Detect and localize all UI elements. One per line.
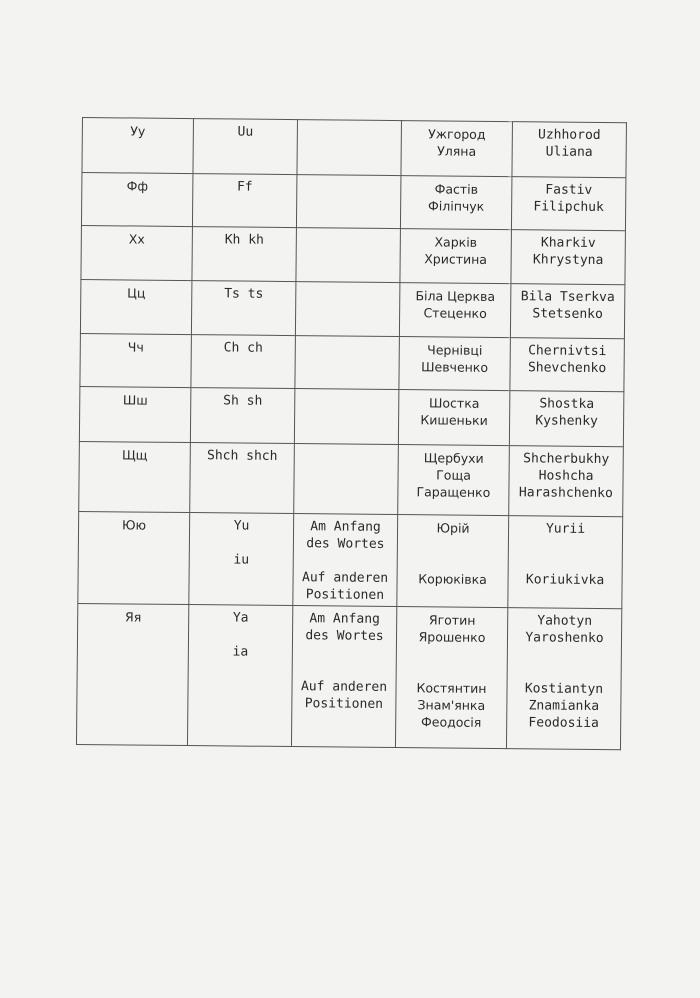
position-note-cell [294, 389, 399, 445]
cell-text: Костянтин [416, 680, 487, 696]
cell-text: Shch shch [206, 448, 278, 464]
latin-example-cell [510, 284, 625, 339]
cyrillic-letter-cell [79, 441, 191, 512]
cell-text: Kharkiv [540, 235, 596, 251]
table-row [76, 603, 621, 749]
cell-text: Ff [236, 179, 253, 195]
cell-text [192, 626, 289, 644]
latin-equivalent-cell [192, 227, 297, 282]
cell-text: Ya [232, 610, 249, 626]
cell-text: Uliana [545, 144, 593, 160]
latin-equivalent-cell [190, 443, 295, 514]
cyrillic-letter-cell [78, 511, 190, 604]
cell-text: Sh sh [223, 393, 263, 409]
cell-text: Уу [130, 123, 146, 139]
transliteration-table [76, 117, 627, 750]
cell-text: Yaroshenko [525, 630, 604, 647]
cell-text: Гаращенко [416, 484, 491, 500]
cell-text [511, 646, 618, 664]
table-row [81, 225, 625, 284]
ukrainian-example-cell [400, 176, 512, 230]
cell-text [512, 554, 619, 572]
latin-equivalent-cell [191, 281, 296, 336]
cyrillic-letter-cell [76, 603, 188, 745]
cell-text: Kyshenky [535, 413, 598, 429]
cyrillic-letter-cell [81, 173, 193, 227]
cell-text: Shostka [539, 396, 595, 412]
cell-text: Ужгород [428, 126, 486, 142]
position-note-cell [296, 175, 401, 229]
table-row [79, 386, 624, 446]
cell-text: Яя [125, 609, 142, 625]
cell-text: Ярошенко [418, 629, 486, 645]
ukrainian-example-cell [395, 607, 507, 749]
table-row [79, 441, 624, 516]
position-note-cell [293, 514, 398, 607]
position-note-cell [296, 228, 401, 283]
latin-example-cell [512, 122, 627, 178]
table-row [80, 333, 624, 391]
cyrillic-letter-cell [81, 225, 193, 280]
cell-text: Чернівці [427, 342, 483, 358]
cell-text: Харків [434, 234, 478, 250]
cell-text: Feodosiia [528, 715, 599, 731]
cell-text: Positionen [305, 587, 385, 603]
ukrainian-example-cell [401, 121, 513, 177]
cell-text: des Wortes [305, 628, 384, 644]
cell-text: Христина [424, 251, 488, 267]
cell-text [400, 662, 504, 680]
ukrainian-example-cell [399, 283, 511, 338]
cell-text: Біла Церква [415, 288, 496, 304]
cell-text: Знам'янка [417, 697, 486, 713]
cell-text [297, 552, 394, 570]
cell-text: Ch ch [223, 340, 263, 356]
position-note-cell [291, 606, 396, 748]
cell-text: Хх [128, 231, 145, 247]
position-note-cell [295, 336, 400, 390]
cell-text: Шевченко [421, 359, 489, 375]
table-row [82, 118, 627, 178]
latin-equivalent-cell [192, 174, 297, 228]
table-row [81, 173, 625, 231]
cell-text: Юрій [436, 520, 470, 536]
latin-equivalent-cell [187, 605, 292, 747]
cell-text: Auf anderen [301, 570, 389, 586]
ukrainian-example-cell [399, 337, 511, 391]
position-note-cell [297, 120, 402, 176]
cell-text [400, 645, 504, 663]
cell-text: Уляна [437, 143, 477, 159]
latin-example-cell [509, 391, 624, 447]
cell-text: Shcherbukhy [523, 451, 610, 468]
ukrainian-example-cell [397, 515, 509, 608]
cell-text [401, 553, 505, 571]
latin-example-cell [509, 446, 624, 517]
cell-text: Фастів [434, 181, 479, 197]
cell-text [296, 661, 393, 679]
cell-text: Фф [126, 178, 149, 194]
cell-text [296, 644, 393, 662]
latin-example-cell [511, 230, 626, 285]
table-body [76, 118, 626, 750]
cell-text: Filipchuk [533, 199, 604, 216]
cell-text: Чч [127, 339, 144, 355]
cyrillic-letter-cell [80, 279, 192, 334]
cell-text: Auf anderen [300, 679, 388, 695]
table-row [78, 511, 623, 608]
cell-text: Am Anfang [310, 519, 381, 535]
latin-equivalent-cell [190, 388, 295, 444]
cell-text: Шш [122, 392, 148, 408]
cell-text: Kostiantyn [524, 681, 604, 698]
cell-text [193, 534, 290, 552]
cell-text: Юю [121, 517, 147, 533]
cell-text: iu [233, 552, 250, 568]
latin-equivalent-cell [191, 335, 296, 389]
cell-text: Harashchenko [518, 485, 613, 502]
cell-text: Щщ [121, 447, 148, 463]
latin-example-cell [510, 338, 625, 392]
cell-text: Яготин [428, 612, 476, 628]
ukrainian-example-cell [400, 229, 512, 284]
cell-text: Шостка [428, 395, 480, 411]
latin-example-cell [508, 516, 623, 609]
cell-text: Стеценко [423, 305, 487, 321]
cell-text: Uzhhorod [537, 127, 601, 143]
cell-text: Khrystyna [532, 252, 604, 269]
cell-text: ia [232, 644, 249, 660]
ukrainian-example-cell [398, 445, 510, 516]
cell-text: Koriukivka [525, 572, 605, 589]
latin-equivalent-cell [189, 513, 294, 606]
cell-text: Fastiv [545, 182, 593, 198]
cell-text: Stetsenko [532, 306, 603, 323]
position-note-cell [294, 444, 399, 515]
cell-text: Yu [233, 518, 250, 534]
cell-text: Yahotyn [537, 613, 593, 629]
ukrainian-example-cell [398, 390, 510, 446]
cell-text: Bila Tserkva [520, 289, 615, 306]
cell-text: Кишеньки [420, 412, 488, 428]
latin-example-cell [506, 608, 621, 750]
cell-text: Am Anfang [309, 611, 380, 627]
cell-text: Positionen [304, 696, 384, 712]
table-row [80, 279, 624, 338]
cell-text: Ts ts [224, 286, 264, 302]
cell-text: Корюківка [418, 571, 487, 587]
cell-text: Shevchenko [527, 360, 607, 377]
position-note-cell [295, 282, 400, 337]
cyrillic-letter-cell [82, 118, 194, 174]
cell-text: Kh kh [224, 232, 264, 248]
cyrillic-letter-cell [80, 333, 192, 387]
cell-text: Hoshcha [538, 468, 594, 484]
cell-text: Uu [237, 124, 254, 140]
cyrillic-letter-cell [79, 386, 191, 442]
latin-example-cell [511, 177, 626, 231]
cell-text [511, 663, 618, 681]
cell-text: Цц [127, 285, 146, 301]
cell-text: Феодосія [420, 714, 482, 730]
cell-text [401, 536, 505, 554]
cell-text [512, 537, 619, 555]
cell-text: Щербухи [423, 450, 484, 466]
latin-equivalent-cell [193, 119, 298, 175]
cell-text: Znamianka [528, 698, 600, 714]
cell-text: Гоща [436, 467, 472, 483]
cell-text: des Wortes [306, 536, 385, 552]
cell-text: Yurii [545, 521, 586, 537]
cell-text: Chernivtsi [528, 343, 607, 360]
cell-text: Філіпчук [427, 198, 485, 214]
